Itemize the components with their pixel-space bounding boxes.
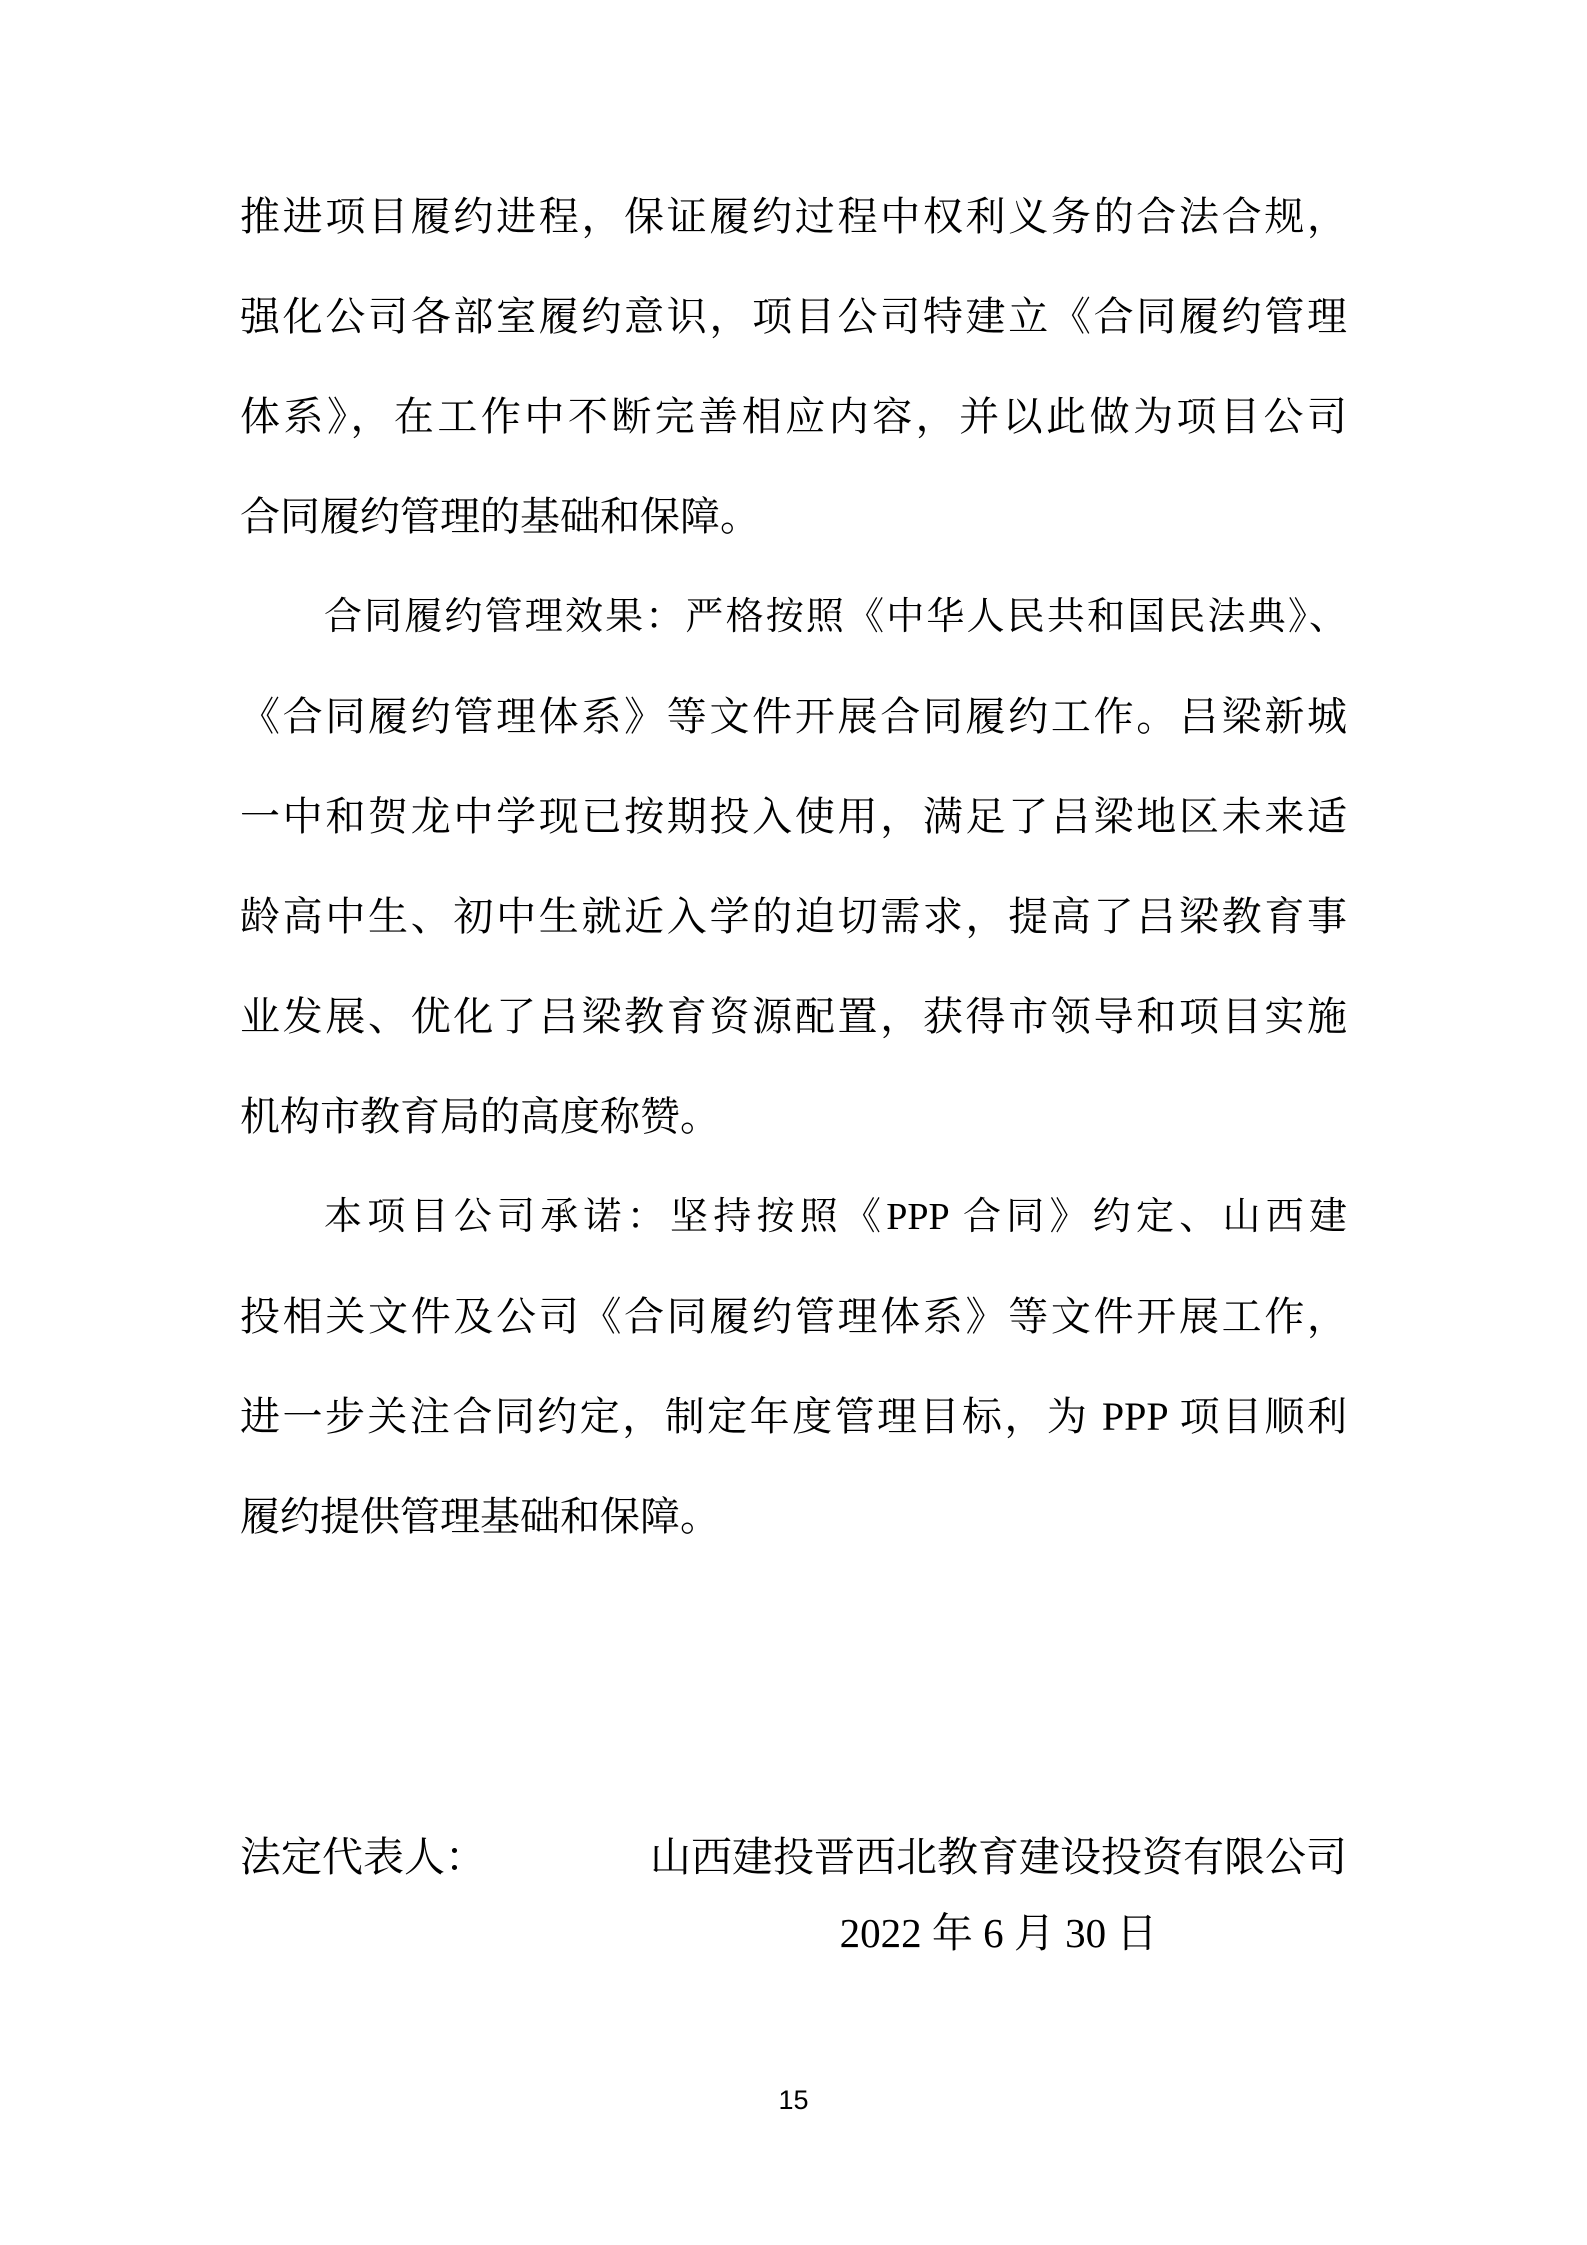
text-line: 强化公司各部室履约意识，项目公司特建立《合同履约管理 <box>240 294 1347 339</box>
text-line: 合同履约管理的基础和保障。 <box>240 494 760 539</box>
text-line: 履约提供管理基础和保障。 <box>240 1494 720 1539</box>
signature-row <box>240 1819 1347 1895</box>
signature-block <box>240 1819 1347 1971</box>
text-line: 本项目公司承诺：坚持按照《PPP 合同》约定、山西建 <box>324 1196 1347 1238</box>
text-line: 《合同履约管理体系》等文件开展合同履约工作。吕梁新城 <box>240 694 1347 739</box>
text-line: 合同履约管理效果：严格按照《中华人民共和国民法典》、 <box>324 596 1347 638</box>
company-name: 山西建投晋西北教育建设投资有限公司 <box>650 1834 1347 1880</box>
signature-row <box>240 1895 1347 1971</box>
text-line: 机构市教育局的高度称赞。 <box>240 1094 720 1139</box>
body-text <box>240 167 1347 1567</box>
text-line: 投相关文件及公司《合同履约管理体系》等文件开展工作， <box>240 1294 1347 1339</box>
text-line: 业发展、优化了吕梁教育资源配置，获得市领导和项目实施 <box>240 994 1347 1039</box>
paragraph <box>240 567 1347 1167</box>
page-number: 15 <box>778 2085 809 2115</box>
paragraph <box>240 167 1347 567</box>
text-line: 龄高中生、初中生就近入学的迫切需求，提高了吕梁教育事 <box>240 894 1347 939</box>
text-line: 进一步关注合同约定，制定年度管理目标，为 PPP 项目顺利 <box>240 1394 1347 1439</box>
signature-date: 2022 年 6 月 30 日 <box>839 1910 1158 1956</box>
legal-representative-label: 法定代表人： <box>240 1834 486 1880</box>
text-line: 体系》，在工作中不断完善相应内容，并以此做为项目公司 <box>240 394 1347 439</box>
text-line: 推进项目履约进程，保证履约过程中权利义务的合法合规， <box>240 194 1347 239</box>
text-line: 一中和贺龙中学现已按期投入使用，满足了吕梁地区未来适 <box>240 794 1347 839</box>
paragraph <box>240 1167 1347 1567</box>
